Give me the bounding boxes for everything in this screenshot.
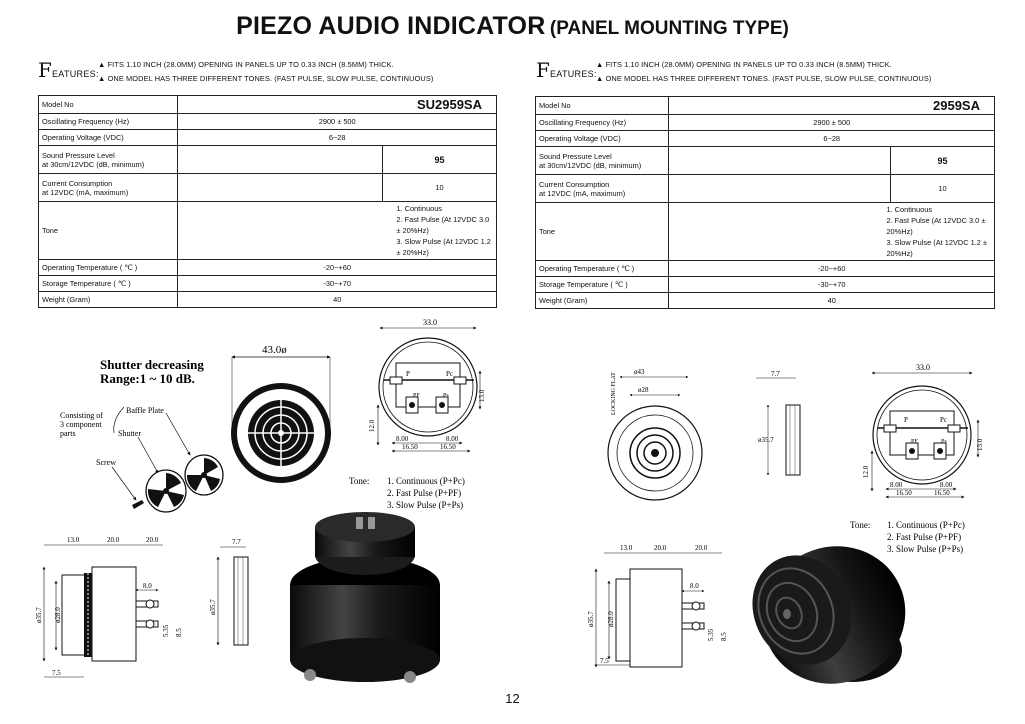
side-dim-20a: 20.0 <box>654 544 667 552</box>
consisting-1: Consisting of <box>60 411 103 420</box>
page-title <box>0 12 1025 41</box>
side-view-drawing <box>587 544 728 667</box>
dim-43: ø43 <box>634 368 645 376</box>
edge-dim-357: ø35.7 <box>209 599 217 615</box>
spl-label-2: at 30cm/12VDC (dB, minimum) <box>539 160 642 170</box>
side-dim-20b: 20.0 <box>146 536 159 544</box>
spl-label <box>39 146 178 174</box>
tone-1: 1. Continuous (P+Pc) <box>887 520 965 530</box>
sttemp-label: Storage Temperature ( ℃ ) <box>536 277 669 293</box>
label-ps: Ps <box>443 393 449 399</box>
title-main: PIEZO AUDIO INDICATOR <box>236 12 546 40</box>
right-drawings <box>512 305 1025 690</box>
tone-2: 2. Fast Pulse (At 12VDC 3.0 ± 20%Hz) <box>396 215 490 235</box>
label-p: P <box>904 416 908 424</box>
spl-empty <box>669 147 891 175</box>
model-label: Model No <box>536 97 669 115</box>
dim-8a: 8.00 <box>890 481 903 489</box>
shutter-label: Shutter <box>118 429 142 438</box>
weight-label: Weight (Gram) <box>536 293 669 309</box>
tone-label: Tone <box>39 202 178 260</box>
feature-item-1: ▲ FITS 1.10 INCH (28.0MM) OPENING IN PANELS UP TO 0.33 INCH (8.5MM) THICK. <box>596 60 892 69</box>
feature-item-2: ▲ ONE MODEL HAS THREE DIFFERENT TONES. (FAST PULSE, SLOW PULSE, CONTINUOUS) <box>98 74 434 83</box>
feature-item-1: ▲ FITS 1.10 INCH (28.0MM) OPENING IN PANELS UP TO 0.33 INCH (8.5MM) THICK. <box>98 60 394 69</box>
title-sub: (PANEL MOUNTING TYPE) <box>549 18 789 39</box>
consisting-3: parts <box>60 429 76 438</box>
model-value: SU2959SA <box>178 96 497 114</box>
spl-label-1: Sound Pressure Level <box>42 150 115 160</box>
tone-values <box>669 203 995 261</box>
weight-value: 40 <box>669 293 995 309</box>
model-label: Model No <box>39 96 178 114</box>
tone-3: 3. Slow Pulse (P+Ps) <box>887 544 964 554</box>
dim-16b: 16.50 <box>440 443 456 451</box>
label-ps: Ps <box>941 439 947 445</box>
cur-value: 10 <box>383 174 497 202</box>
dim-13: 13.0 <box>478 389 486 402</box>
rear-view-indicator <box>873 386 971 484</box>
weight-label: Weight (Gram) <box>39 292 178 308</box>
spl-empty <box>178 146 383 174</box>
sttemp-value: -30~+70 <box>178 276 497 292</box>
dim-16b: 16.50 <box>934 489 950 497</box>
cur-label-1: Current Consumption <box>539 179 610 189</box>
side-dim-28: ø28.0 <box>54 607 62 623</box>
side-dim-20b: 20.0 <box>695 544 708 552</box>
label-p: P <box>406 370 410 378</box>
dim-12: 12.0 <box>862 465 870 478</box>
volt-label: Operating Voltage (VDC) <box>39 130 178 146</box>
freq-value: 2900 ± 500 <box>669 115 995 131</box>
product-photo-left <box>290 512 440 683</box>
side-dim-8: 8.0 <box>143 582 152 590</box>
volt-label: Operating Voltage (VDC) <box>536 131 669 147</box>
optemp-label: Operating Temperature ( ℃ ) <box>536 261 669 277</box>
shutter-text-1: Shutter decreasing <box>100 357 204 372</box>
tone-3: 3. Slow Pulse (At 12VDC 1.2 ± 20%Hz) <box>886 238 988 258</box>
baffle-label: Baffle Plate <box>126 406 164 415</box>
cur-label-1: Current Consumption <box>42 178 113 188</box>
consisting-2: 3 component <box>60 420 102 429</box>
freq-label: Oscillating Frequency (Hz) <box>39 114 178 130</box>
dim-77: 7.7 <box>771 370 780 378</box>
spec-table-right <box>535 96 995 309</box>
dim-33: 33.0 <box>423 318 437 327</box>
dim-12: 12.0 <box>368 419 376 432</box>
spl-label <box>536 147 669 175</box>
volt-value: 6~28 <box>178 130 497 146</box>
spl-value: 95 <box>383 146 497 174</box>
side-dim-20a: 20.0 <box>107 536 120 544</box>
side-dim-13: 13.0 <box>620 544 633 552</box>
side-dim-13: 13.0 <box>67 536 80 544</box>
spec-table-left <box>38 95 497 308</box>
side-dim-35: ø35.7 <box>587 611 595 627</box>
weight-value: 40 <box>178 292 497 308</box>
features-label-f: F <box>536 58 550 82</box>
tone-label: Tone: <box>349 476 370 486</box>
side-dim-535: 5.35 <box>162 624 170 637</box>
edge-view-drawing <box>756 370 800 475</box>
model-value: 2959SA <box>669 97 995 115</box>
volt-value: 6~28 <box>669 131 995 147</box>
tone-2: 2. Fast Pulse (P+PF) <box>887 532 962 542</box>
dim-16a: 16.50 <box>896 489 912 497</box>
tone-3: 3. Slow Pulse (At 12VDC 1.2 ± 20%Hz) <box>396 237 491 257</box>
features-label-rest: EATURES: <box>550 69 597 79</box>
features-left <box>38 55 508 91</box>
screw-arrow <box>112 467 136 500</box>
side-dim-85: 8.5 <box>720 632 728 641</box>
label-pc: Pc <box>446 370 453 378</box>
label-pf: PF <box>413 393 420 399</box>
tone-3: 3. Slow Pulse (P+Ps) <box>387 500 464 510</box>
cur-empty <box>669 175 891 203</box>
cur-label-2: at 12VDC (mA, maximum) <box>42 187 129 197</box>
cur-value: 10 <box>891 175 995 203</box>
label-pf: PF <box>911 439 918 445</box>
spl-label-2: at 30cm/12VDC (dB, minimum) <box>42 159 145 169</box>
features-right <box>536 55 1006 91</box>
spl-value: 95 <box>891 147 995 175</box>
shutter-arrow <box>138 437 158 473</box>
optemp-value: -20~+60 <box>669 261 995 277</box>
cur-label <box>536 175 669 203</box>
side-dim-535: 5.35 <box>707 628 715 641</box>
side-dim-28: ø28.0 <box>607 611 615 627</box>
sttemp-label: Storage Temperature ( ℃ ) <box>39 276 178 292</box>
tone-2: 2. Fast Pulse (At 12VDC 3.0 ± 20%Hz) <box>886 216 986 236</box>
optemp-value: -20~+60 <box>178 260 497 276</box>
screw-part <box>132 500 144 509</box>
label-pc: Pc <box>940 416 947 424</box>
side-view-drawing <box>35 536 183 677</box>
dim-8b: 8.00 <box>446 435 459 443</box>
front-view-indicator <box>608 406 702 500</box>
edge-dim-77: 7.7 <box>232 538 241 546</box>
dim-33: 33.0 <box>916 363 930 372</box>
freq-value: 2900 ± 500 <box>178 114 497 130</box>
left-drawings <box>0 305 512 690</box>
baffle-plate-part <box>185 455 223 495</box>
dim-8a: 8.00 <box>396 435 409 443</box>
dim-28: ø28 <box>638 386 649 394</box>
side-dim-75: 7.5 <box>52 669 61 677</box>
locking-flat-label: LOCKING FLAT <box>611 372 617 415</box>
side-dim-85: 8.5 <box>175 628 183 637</box>
side-dim-75: 7.5 <box>600 657 609 665</box>
screw-label: Screw <box>96 458 116 467</box>
spl-label-1: Sound Pressure Level <box>539 151 612 161</box>
dim-13: 13.0 <box>976 438 984 451</box>
shutter-part <box>146 470 186 512</box>
dim-43: 43.0ø <box>262 344 287 356</box>
side-dim-8: 8.0 <box>690 582 699 590</box>
rear-view-indicator <box>379 338 477 436</box>
page-number: 12 <box>505 691 520 706</box>
front-view-indicator <box>231 383 331 483</box>
tone-1: 1. Continuous <box>396 204 442 213</box>
dim-357: ø35.7 <box>758 436 774 444</box>
edge-view-drawing <box>209 538 248 645</box>
tone-2: 2. Fast Pulse (P+PF) <box>387 488 462 498</box>
features-label-rest: EATURES: <box>52 69 99 79</box>
features-label-f: F <box>38 58 52 82</box>
tone-1: 1. Continuous <box>886 205 933 214</box>
feature-item-2: ▲ ONE MODEL HAS THREE DIFFERENT TONES. (FAST PULSE, SLOW PULSE, CONTINUOUS) <box>596 74 932 83</box>
side-dim-35: ø35.7 <box>35 607 43 623</box>
cur-label <box>39 174 178 202</box>
tone-values <box>178 202 497 260</box>
tone-1: 1. Continuous (P+Pc) <box>387 476 465 486</box>
cur-label-2: at 12VDC (mA, maximum) <box>539 188 626 198</box>
dim-16a: 16.50 <box>402 443 418 451</box>
dim-8b: 8.00 <box>940 481 953 489</box>
tone-label: Tone <box>536 203 669 261</box>
optemp-label: Operating Temperature ( ℃ ) <box>39 260 178 276</box>
sttemp-value: -30~+70 <box>669 277 995 293</box>
cur-empty <box>178 174 383 202</box>
baffle-arrow <box>166 413 190 455</box>
tone-label: Tone: <box>850 520 871 530</box>
freq-label: Oscillating Frequency (Hz) <box>536 115 669 131</box>
shutter-text-2: Range:1 ~ 10 dB. <box>100 371 195 386</box>
